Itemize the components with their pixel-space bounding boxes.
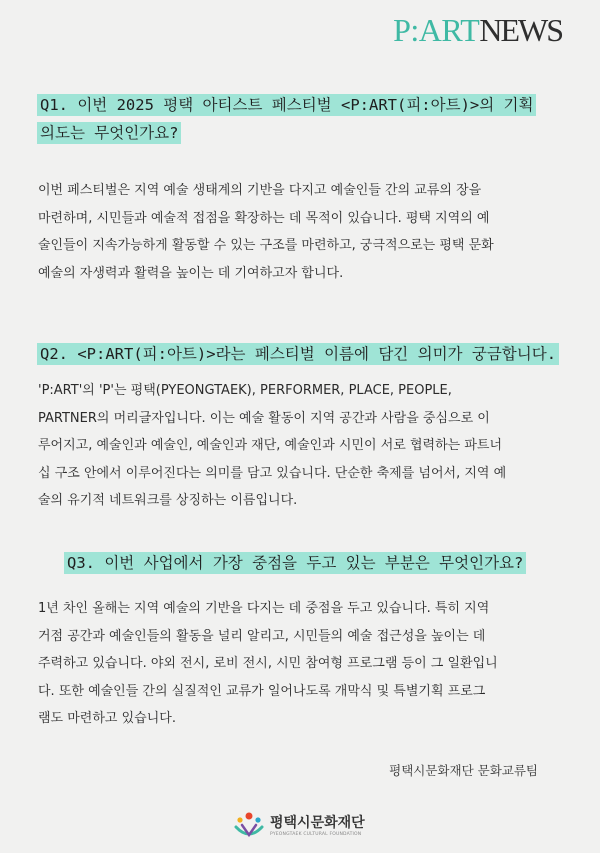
answer-1-line: 술인들이 지속가능하게 활동할 수 있는 구조를 마련하고, 궁극적으로는 평택 문화 bbox=[38, 238, 494, 253]
answer-1 bbox=[38, 177, 565, 287]
answer-2-line: 술의 유기적 네트워크를 상징하는 이름입니다. bbox=[38, 493, 298, 508]
answer-3-line: 램도 마련하고 있습니다. bbox=[38, 711, 176, 726]
question-3 bbox=[64, 549, 526, 577]
answer-3-line: 다. 또한 예술인들 간의 실질적인 교류가 일어나도록 개막식 및 특별기획 프로그 bbox=[38, 683, 486, 699]
answer-2-line: PARTNER의 머리글자입니다. 이는 예술 활동이 지역 공간과 사람을 중심으로 이 bbox=[38, 410, 490, 426]
foundation-name: 평택시문화재단 bbox=[270, 815, 365, 831]
answer-3-line: 1년 차인 올해는 지역 예술의 기반을 다지는 데 중점을 두고 있습니다. 특히 지역 bbox=[38, 601, 490, 616]
answer-3-line: 주력하고 있습니다. 야외 전시, 로비 전시, 시민 참여형 프로그램 등이 그 일환입니 bbox=[38, 656, 498, 671]
masthead-brand-part1: P:ART bbox=[393, 12, 480, 48]
answer-1-line: 이번 페스티벌은 지역 예술 생태계의 기반을 다지고 예술인들 간의 교류의 장을 bbox=[38, 183, 482, 198]
answer-1-line: 예술의 자생력과 활력을 높이는 데 기여하고자 합니다. bbox=[38, 265, 344, 281]
foundation-name-english: PYEONGTAEK CULTURAL FOUNDATION bbox=[270, 832, 362, 837]
answer-3 bbox=[38, 595, 565, 733]
question-1-line-1: Q1. 이번 2025 평택 아티스트 페스티벌 <P:ART(피:아트)>의 기획 bbox=[37, 94, 536, 116]
answer-3-line: 거점 공간과 예술인들의 활동을 널리 알리고, 시민들의 예술 접근성을 높이는 데 bbox=[38, 628, 486, 644]
question-1 bbox=[37, 91, 536, 147]
question-3-line-1: Q3. 이번 사업에서 가장 중점을 두고 있는 부분은 무엇인가요? bbox=[64, 552, 526, 574]
masthead-logo bbox=[393, 12, 562, 49]
answer-2-line: 십 구조 안에서 이루어진다는 의미를 담고 있습니다. 단순한 축제를 넘어서, 지역 예 bbox=[38, 465, 507, 481]
question-1-line-2: 의도는 무엇인가요? bbox=[37, 122, 181, 144]
answer-1-line: 마련하며, 시민들과 예술적 접점을 확장하는 데 목적이 있습니다. 평택 지역의 예 bbox=[38, 210, 490, 226]
question-2-line-1: Q2. <P:ART(피:아트)>라는 페스티벌 이름에 담긴 의미가 궁금합니다. bbox=[37, 343, 559, 365]
answer-2-line: 'P:ART'의 'P'는 평택(PYEONGTAEK), PERFORMER, PLACE, PEOPLE, bbox=[38, 383, 452, 398]
masthead-brand-part2: NEWS bbox=[479, 12, 562, 48]
answer-2-line: 루어지고, 예술인과 예술인, 예술인과 재단, 예술인과 시민이 서로 협력하는 파트너 bbox=[38, 438, 503, 453]
author-signature: 평택시문화재단 문화교류팀 bbox=[389, 763, 538, 778]
answer-2 bbox=[38, 377, 565, 515]
foundation-emblem-icon bbox=[232, 811, 266, 841]
foundation-logo bbox=[232, 806, 372, 846]
question-2 bbox=[37, 340, 559, 368]
